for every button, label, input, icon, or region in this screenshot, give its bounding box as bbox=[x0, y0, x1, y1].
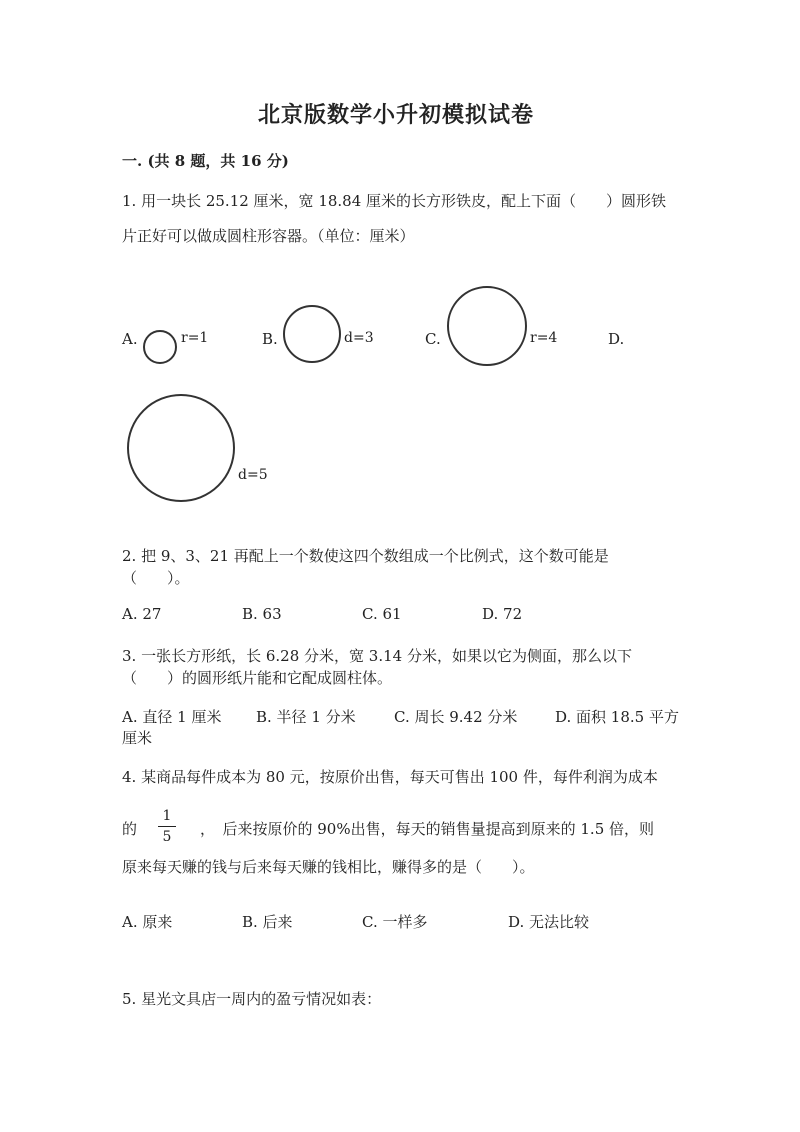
q4-option-a[interactable]: A. 原来 bbox=[122, 913, 173, 931]
q3-option-c[interactable]: C. 周长 9.42 分米 bbox=[394, 708, 518, 726]
q3-option-d[interactable]: D. 面积 18.5 平方 bbox=[555, 708, 679, 726]
q1-option-c-label: r=4 bbox=[530, 330, 558, 346]
question-4-line-2-post: ， 后来按原价的 90%出售，每天的销售量提高到原来的 1.5 倍，则 bbox=[200, 820, 655, 838]
q1-option-d-label: d=5 bbox=[238, 467, 268, 483]
q1-option-c-circle bbox=[447, 286, 527, 366]
q4-option-c[interactable]: C. 一样多 bbox=[362, 913, 428, 931]
q1-option-b-letter[interactable]: B. bbox=[262, 330, 278, 348]
q1-option-a-letter[interactable]: A. bbox=[122, 330, 138, 348]
fraction-denominator: 5 bbox=[162, 829, 172, 845]
q2-option-d[interactable]: D. 72 bbox=[482, 605, 523, 623]
fraction-bar bbox=[158, 826, 176, 827]
q4-option-d[interactable]: D. 无法比较 bbox=[508, 913, 590, 931]
question-1-line-1: 1. 用一块长 25.12 厘米，宽 18.84 厘米的长方形铁皮，配上下面（ ）圆形铁 bbox=[122, 192, 667, 210]
question-3-line-1: 3. 一张长方形纸，长 6.28 分米，宽 3.14 分米，如果以它为侧面，那么以下 bbox=[122, 647, 632, 665]
fraction-one-fifth bbox=[155, 808, 179, 845]
q3-option-d-wrap: 厘米 bbox=[122, 729, 153, 747]
q1-option-b-circle bbox=[283, 305, 341, 363]
q3-option-b[interactable]: B. 半径 1 分米 bbox=[256, 708, 356, 726]
q2-option-a[interactable]: A. 27 bbox=[122, 605, 162, 623]
question-4-line-1: 4. 某商品每件成本为 80 元，按原价出售，每天可售出 100 件，每件利润为成本 bbox=[122, 768, 658, 786]
question-2-line-2: （ ）。 bbox=[122, 569, 190, 587]
question-2-line-1: 2. 把 9、3、21 再配上一个数使这四个数组成一个比例式，这个数可能是 bbox=[122, 547, 609, 565]
q1-option-b-label: d=3 bbox=[344, 330, 374, 346]
q2-option-c[interactable]: C. 61 bbox=[362, 605, 402, 623]
section-header: 一. (共 8 题，共 16 分) bbox=[122, 152, 289, 170]
q1-option-c-letter[interactable]: C. bbox=[425, 330, 441, 348]
question-4-line-2-pre: 的 bbox=[122, 820, 138, 838]
question-5-line-1: 5. 星光文具店一周内的盈亏情况如表： bbox=[122, 990, 382, 1008]
page-title: 北京版数学小升初模拟试卷 bbox=[258, 102, 535, 128]
q1-option-a-circle bbox=[143, 330, 177, 364]
question-1-line-2: 片正好可以做成圆柱形容器。（单位：厘米） bbox=[122, 227, 415, 245]
question-3-line-2: （ ）的圆形纸片能和它配成圆柱体。 bbox=[122, 669, 393, 687]
q1-option-d-letter[interactable]: D. bbox=[608, 330, 625, 348]
q1-option-d-circle bbox=[127, 394, 235, 502]
q3-option-a[interactable]: A. 直径 1 厘米 bbox=[122, 708, 222, 726]
q2-option-b[interactable]: B. 63 bbox=[242, 605, 282, 623]
q4-option-b[interactable]: B. 后来 bbox=[242, 913, 293, 931]
fraction-numerator: 1 bbox=[162, 808, 172, 824]
question-4-line-3: 原来每天赚的钱与后来每天赚的钱相比，赚得多的是（ ）。 bbox=[122, 858, 535, 876]
q1-option-a-label: r=1 bbox=[181, 330, 209, 346]
